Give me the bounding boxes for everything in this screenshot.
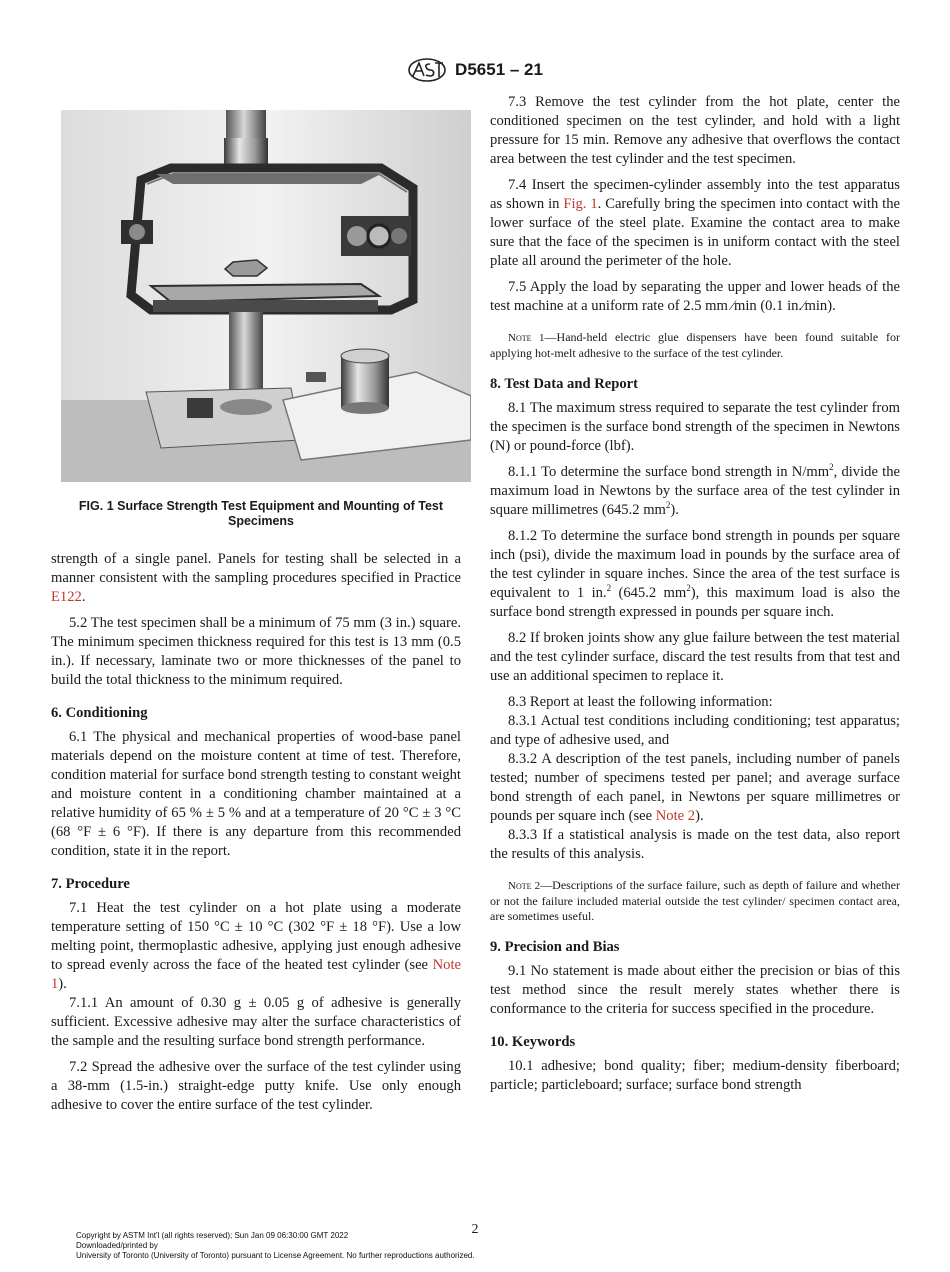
paragraph-8-3: 8.3 Report at least the following information: (508, 694, 773, 710)
page-header (0, 58, 950, 82)
note-1: Note 1—Hand-held electric glue dispensers have been found suitable for applying hot-melt adhesive to the surface of the test cylinder. (490, 330, 900, 360)
paragraph-7-1: 7.1 Heat the test cylinder on a hot plate using a moderate temperature setting of 150 °C ± 10 °C (302 °F ± 18 °F). Use a low melting point, thermoplastic adhesive, applying just enough adhesive to spread evenly across the face of the heated test cylinder (see Note 1). (51, 900, 461, 992)
paragraph-8-1-2: 8.1.2 To determine the surface bond strength in pounds per square inch (psi), divide the maximum load in pounds by the surface area of the test cylinder in square inches. Since the area of the test surface is equivalent to 1 in.$^2$ (645.2 $mm^2$), this maximum load is also the surface bond strength expressed in pounds per square inch. (490, 528, 900, 620)
left-column (51, 550, 461, 1115)
paragraph-9-1: 9.1 No statement is made about either the precision or bias of this test method since the result merely states whether there is conformance to the criteria for success specified in the procedure. (490, 963, 900, 1017)
link-fig-1[interactable]: Fig. 1 (563, 196, 598, 212)
footer-line-1: Copyright by ASTM Int'l (all rights reserved); Sun Jan 09 06:30:00 GMT 2022 (76, 1231, 349, 1240)
section-heading-procedure: 7. Procedure (51, 876, 130, 892)
section-heading-test-data: 8. Test Data and Report (490, 376, 638, 392)
link-note-2[interactable]: Note 2 (655, 808, 696, 824)
footer-line-3: University of Toronto (University of Toronto) pursuant to License Agreement. No further reproductions authorized. (76, 1251, 475, 1260)
figure-caption-line1: FIG. 1 Surface Strength Test Equipment and Mounting of Test (78, 499, 444, 513)
right-column (490, 93, 900, 1095)
document-title: D5651 – 21 (455, 60, 543, 79)
paragraph-8-1: 8.1 The maximum stress required to separate the test cylinder from the specimen is the surface bond strength of the specimen in Newtons (N) or pound-force (lbf). (490, 400, 900, 454)
page-number: 2 (471, 1222, 479, 1237)
paragraph-7-1-1: 7.1.1 An amount of 0.30 g ± 0.05 g of adhesive is generally sufficient. Excessive adhesive may alter the surface characteristics of the sample and the resulting surface bond strength performance. (51, 995, 461, 1049)
link-note-1[interactable]: Note 1 (51, 957, 461, 992)
astm-logo-icon (407, 58, 447, 82)
paragraph-7-4: 7.4 Insert the specimen-cylinder assembly into the test apparatus as shown in Fig. 1. Carefully bring the specimen into contact with the lower surface of the steel plate. Examine the contact area to make sure that the face of the specimen is in uniform contact with the steel plate all around the perimeter of the hole. (490, 177, 900, 269)
footer-line-2: Downloaded/printed by (76, 1241, 158, 1250)
paragraph-7-2: 7.2 Spread the adhesive over the surface of the test cylinder using a 38-mm (1.5-in.) straight-edge putty knife. Use only enough adhesive to cover the entire surface of the test cylinder. (51, 1059, 461, 1113)
paragraph-8-1-1: 8.1.1 To determine the surface bond strength in $N/mm^2$, divide the maximum load in Newtons by the surface area of the test cylinder in square millimetres (645.2 $mm^2$). (490, 462, 900, 518)
section-heading-conditioning: 6. Conditioning (51, 705, 148, 721)
paragraph-7-3: 7.3 Remove the test cylinder from the hot plate, center the conditioned specimen on the test cylinder, and hold with a light pressure for 15 min. Remove any adhesive that overflows the contact area between the test cylinder and the test specimen. (490, 94, 900, 167)
paragraph-5-2: 5.2 The test specimen shall be a minimum of 75 mm (3 in.) square. The minimum specimen thickness required for this test is 13 mm (0.5 in.). If necessary, laminate two or more thicknesses of the panel to build the total thickness to the minimum required. (51, 615, 461, 688)
note-2: Note 2—Descriptions of the surface failure, such as depth of failure and whether or not the failure included material outside the test cylinder/ specimen contact area, are sometimes useful. (490, 878, 900, 923)
section-heading-keywords: 10. Keywords (490, 1034, 576, 1050)
paragraph-5-1-continued: strength of a single panel. Panels for testing shall be selected in a manner consistent with the sampling procedures specified in Practice E122. (51, 551, 461, 605)
figure-caption-line2: Specimens (227, 514, 294, 528)
paragraph-8-3-2: 8.3.2 A description of the test panels, including number of panels tested; number of specimens tested per panel; and average surface bond strength of each panel, in Newtons per square millimetres or pounds per square inch (see Note 2). (490, 751, 900, 824)
paragraph-8-3-3: 8.3.3 If a statistical analysis is made on the test data, also report the results of this analysis. (490, 827, 900, 862)
copyright-footer (76, 1231, 475, 1261)
paragraph-8-3-1: 8.3.1 Actual test conditions including conditioning; test apparatus; and type of adhesive used, and (490, 713, 900, 748)
figure-caption (61, 499, 461, 529)
paragraph-10-1: 10.1 adhesive; bond quality; fiber; medium-density fiberboard; particle; particleboard; surface; surface bond strength (490, 1058, 900, 1093)
test-equipment-photo (61, 110, 471, 482)
paragraph-8-2: 8.2 If broken joints show any glue failure between the test material and the test cylinder surface, discard the test results from that test and use an additional specimen to replace it. (490, 630, 900, 684)
paragraph-7-5: 7.5 Apply the load by separating the upper and lower heads of the test machine at a uniform rate of 2.5 mm ⁄min (0.1 in.⁄min). (490, 279, 900, 314)
paragraph-6-1: 6.1 The physical and mechanical properties of wood-base panel materials depend on the moisture content at time of test. Therefore, condition material for surface bond strength testing to constant weight and moisture content in a conditioning chamber maintained at a relative humidity of 65 % ± 5 % and at a temperature of 20 °C ± 3 °C (68 °F ± 6 °F). If there is any departure from this recommended condition, state it in the report. (51, 729, 461, 859)
section-heading-precision: 9. Precision and Bias (490, 939, 620, 955)
link-e122[interactable]: E122 (51, 589, 82, 605)
